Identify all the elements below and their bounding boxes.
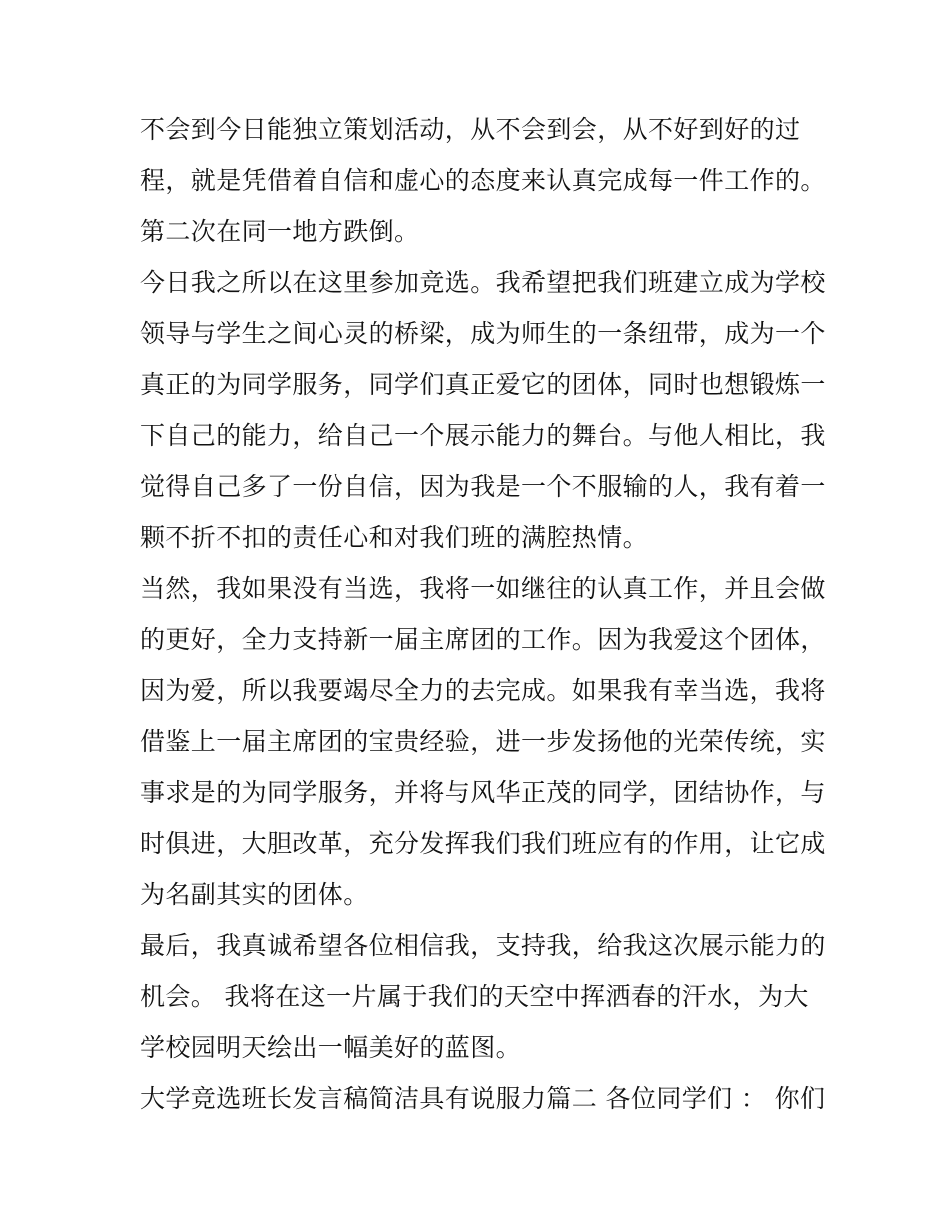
text-line: 时俱进，大胆改革，充分发挥我们我们班应有的作用，让它成 [140, 829, 826, 858]
text-line: 为名副其实的团体。 [140, 880, 369, 909]
text-line: 因为爱，所以我要竭尽全力的去完成。如果我有幸当选，我将 [140, 676, 826, 705]
text-line: 借鉴上一届主席团的宝贵经验，进一步发扬他的光荣传统，实 [140, 727, 826, 756]
text-line: 领导与学生之间心灵的桥梁，成为师生的一条纽带，成为一个 [140, 319, 826, 348]
body-text [140, 104, 826, 1124]
text-line: 觉得自己多了一份自信，因为我是一个不服输的人，我有着一 [140, 472, 826, 501]
text-line: 最后，我真诚希望各位相信我，支持我，给我这次展示能力的 [140, 931, 826, 960]
text-line: 事求是的为同学服务，并将与风华正茂的同学，团结协作，与 [140, 778, 826, 807]
text-line: 下自己的能力，给自己一个展示能力的舞台。与他人相比，我 [140, 421, 826, 450]
text-line: 程，就是凭借着自信和虚心的态度来认真完成每一件工作的。 [140, 166, 826, 195]
text-line: 今日我之所以在这里参加竞选。我希望把我们班建立成为学校 [140, 268, 826, 297]
text-line: 的更好，全力支持新一届主席团的工作。因为我爱这个团体， [140, 625, 826, 654]
text-line: 大学竞选班长发言稿简洁具有说服力篇二 各位同学们 ： 你们 [140, 1084, 826, 1113]
text-line: 当然，我如果没有当选，我将一如继往的认真工作，并且会做 [140, 574, 826, 603]
text-line: 不会到今日能独立策划活动，从不会到会，从不好到好的过 [140, 115, 801, 144]
text-line: 真正的为同学服务，同学们真正爱它的团体，同时也想锻炼一 [140, 370, 826, 399]
text-line: 第二次在同一地方跌倒。 [140, 217, 420, 246]
text-line: 颗不折不扣的责任心和对我们班的满腔热情。 [140, 523, 649, 552]
text-line: 学校园明天绘出一幅美好的蓝图。 [140, 1033, 522, 1062]
text-line: 机会。 我将在这一片属于我们的天空中挥洒春的汗水，为大 [140, 982, 809, 1011]
